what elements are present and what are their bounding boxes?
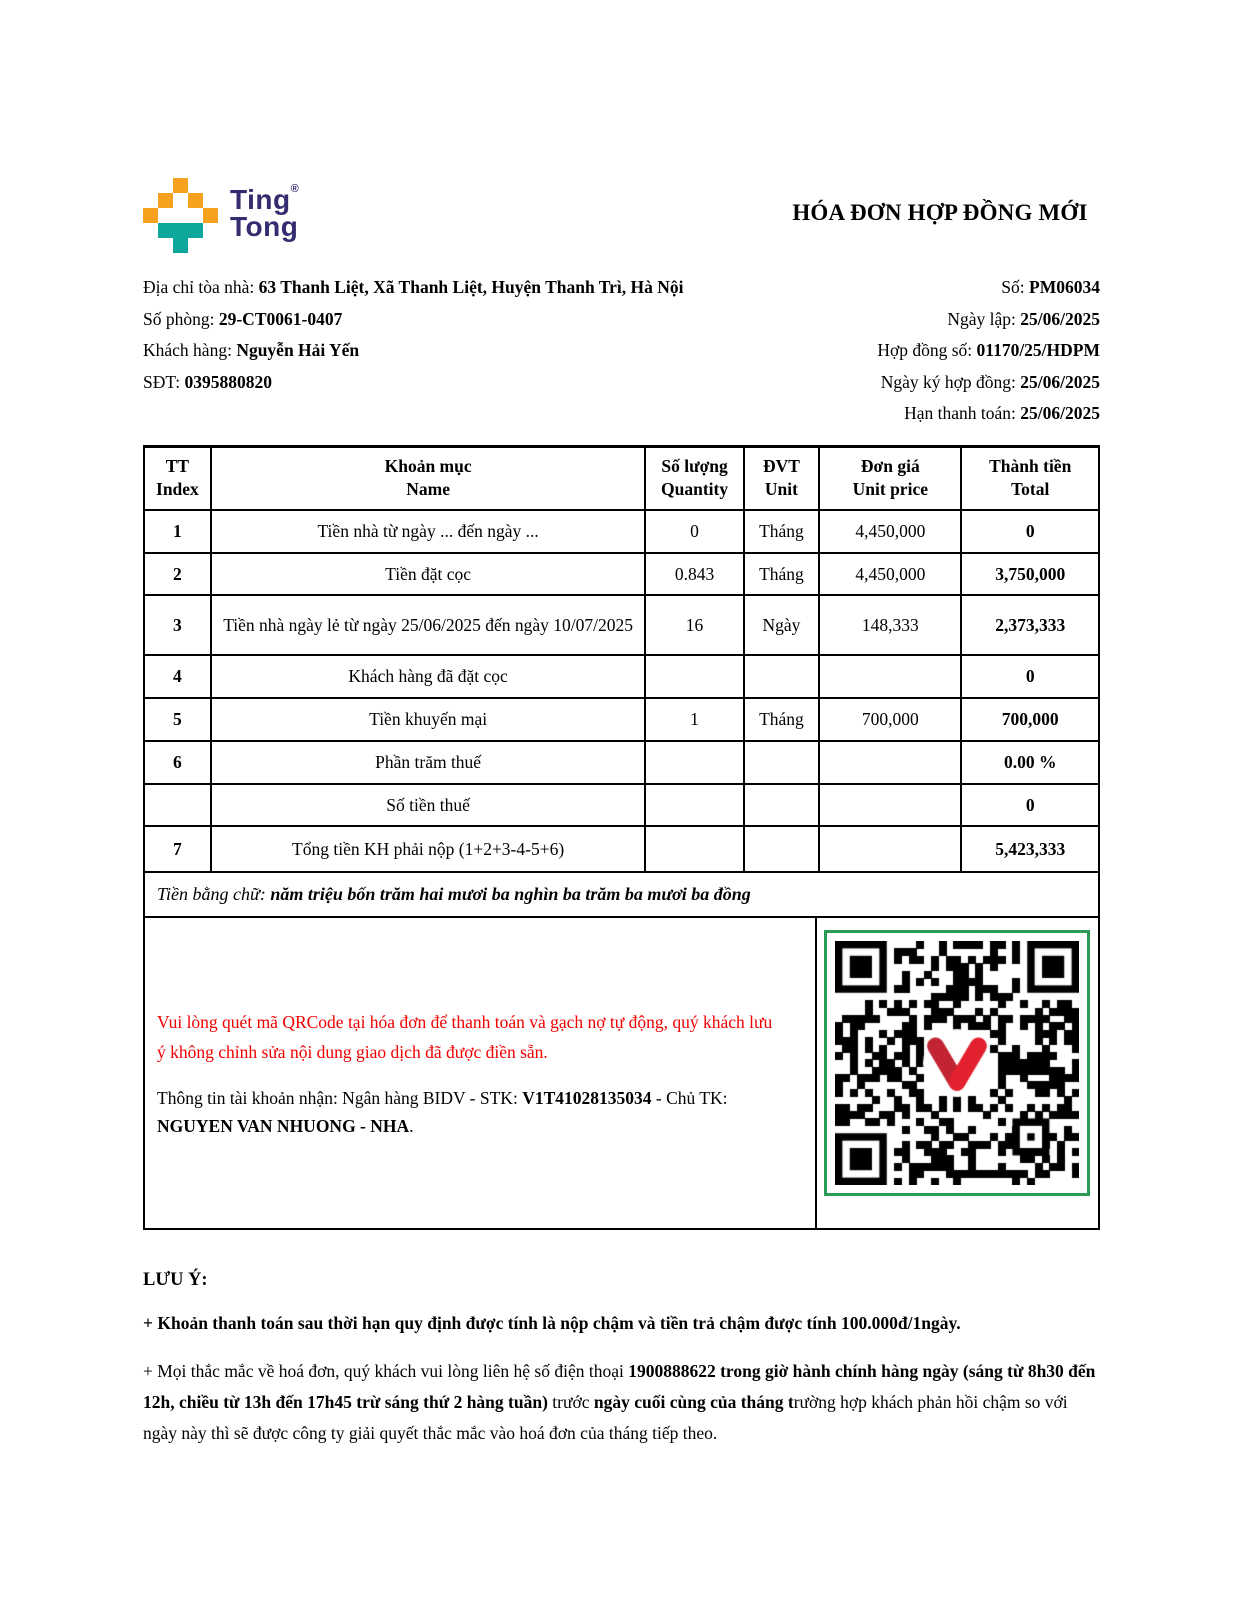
logo-teal-bar	[158, 223, 203, 238]
cell-unit: Ngày	[744, 595, 819, 655]
table-row	[144, 553, 1099, 596]
col-header-quantity: Số lượng Quantity	[645, 446, 743, 510]
cell-name: Khách hàng đã đặt cọc	[211, 655, 646, 698]
account-label: Thông tin tài khoản nhận: Ngân hàng BIDV - STK:	[157, 1087, 523, 1108]
invoice-number-line	[877, 272, 1100, 304]
invoice-table	[143, 445, 1100, 874]
contract-sign-date-line	[877, 367, 1100, 399]
amount-in-words	[143, 873, 1100, 918]
cell-index: 1	[144, 510, 211, 553]
qr-frame	[824, 930, 1090, 1196]
cell-unit: Tháng	[744, 698, 819, 741]
invoice-number-label: Số:	[1001, 277, 1030, 297]
cell-index	[144, 784, 211, 827]
cell-index: 5	[144, 698, 211, 741]
cell-index: 2	[144, 553, 211, 596]
due-date-value: 25/06/2025	[1020, 403, 1100, 423]
logo-square	[158, 193, 173, 208]
sign-date-label: Ngày ký hợp đồng:	[880, 371, 1021, 392]
account-holder-name: NGUYEN VAN NHUONG - NHA	[157, 1115, 410, 1136]
brand-logo	[143, 178, 299, 254]
header	[143, 178, 1100, 254]
contract-number-value: 01170/25/HDPM	[976, 340, 1100, 360]
wordmark-line2: Tong	[230, 211, 299, 243]
room-value: 29-CT0061-0407	[218, 308, 343, 329]
info-section	[143, 272, 1100, 430]
cell-unit	[744, 741, 819, 784]
cell-unit-price: 148,333	[819, 595, 961, 655]
tingtong-wordmark	[230, 178, 299, 241]
cell-name: Tiền nhà ngày lẻ từ ngày 25/06/2025 đến ngày 10/07/2025	[211, 595, 646, 655]
cell-total: 2,373,333	[961, 595, 1099, 655]
table-row	[144, 784, 1099, 827]
col-header-name: Khoản mục Name	[211, 446, 646, 510]
cell-quantity	[645, 741, 743, 784]
cell-unit-price: 4,450,000	[819, 553, 961, 596]
cell-index: 4	[144, 655, 211, 698]
cell-unit	[744, 655, 819, 698]
cell-quantity: 0	[645, 510, 743, 553]
customer-name-line	[143, 335, 718, 367]
logo-square	[188, 193, 203, 208]
cell-total: 0	[961, 510, 1099, 553]
contract-number-label: Hợp đồng số:	[877, 340, 977, 360]
payment-instructions	[145, 918, 817, 1228]
logo-square	[203, 208, 218, 223]
account-number: V1T41028135034	[522, 1087, 652, 1108]
issue-date-line	[877, 304, 1100, 336]
notes-section	[143, 1270, 1100, 1449]
cell-total: 700,000	[961, 698, 1099, 741]
due-date-line	[877, 398, 1100, 430]
wordmark-line1: Ting	[230, 184, 291, 215]
cell-name: Tiền nhà từ ngày ... đến ngày ...	[211, 510, 646, 553]
due-date-label: Hạn thanh toán:	[904, 403, 1021, 423]
table-row	[144, 826, 1099, 872]
cell-index: 6	[144, 741, 211, 784]
cell-unit-price	[819, 741, 961, 784]
cell-index: 7	[144, 826, 211, 872]
cell-quantity: 16	[645, 595, 743, 655]
cell-unit-price	[819, 826, 961, 872]
cell-total: 0	[961, 655, 1099, 698]
invoice-number-value: PM06034	[1029, 277, 1100, 297]
invoice-content	[143, 178, 1100, 1449]
address-value: 63 Thanh Liệt, Xã Thanh Liệt, Huyện Thanh Trì, Hà Nội	[258, 277, 684, 297]
room-label: Số phòng:	[143, 308, 219, 329]
qr-cell	[817, 918, 1098, 1228]
table-row	[144, 698, 1099, 741]
qr-warning-text: Vui lòng quét mã QRCode tại hóa đơn để thanh toán và gạch nợ tự động, quý khách lưu ý không chỉnh sửa nội dung giao dịch đã được điền sẵn.	[157, 1011, 773, 1063]
building-address-line	[143, 277, 683, 297]
cell-name: Tổng tiền KH phải nộp (1+2+3-4-5+6)	[211, 826, 646, 872]
registered-mark-icon: ®	[290, 183, 300, 195]
col-header-total: Thành tiền Total	[961, 446, 1099, 510]
cell-index: 3	[144, 595, 211, 655]
cell-unit-price	[819, 655, 961, 698]
amount-in-words-value: năm triệu bốn trăm hai mươi ba nghìn ba trăm ba mươi ba đồng	[270, 884, 751, 905]
phone-value: 0395880820	[184, 371, 272, 392]
table-row	[144, 741, 1099, 784]
cell-quantity: 0.843	[645, 553, 743, 596]
late-payment-note: + Khoản thanh toán sau thời hạn quy định được tính là nộp chậm và tiền trả chậm được tính 100.000đ/1ngày.	[143, 1313, 961, 1334]
cell-name: Số tiền thuế	[211, 784, 646, 827]
cell-total: 3,750,000	[961, 553, 1099, 596]
phone-label: SĐT:	[143, 371, 185, 392]
cell-unit-price: 4,450,000	[819, 510, 961, 553]
cell-total: 5,423,333	[961, 826, 1099, 872]
account-info: Thông tin tài khoản nhận: Ngân hàng BIDV - STK: V1T41028135034 - Chủ TK: NGUYEN VAN NHUONG - NHA.	[157, 1087, 728, 1136]
cell-unit: Tháng	[744, 510, 819, 553]
hotline-note: + Mọi thắc mắc về hoá đơn, quý khách vui lòng liên hệ số điện thoại 1900888622 trong giờ hành chính hàng ngày (sáng từ 8h30 đến 12h, chiều từ 13h đến 17h45 trừ sáng thứ 2 hàng tuần) trước ngày cuối cùng của tháng trường hợp khách phản hồi chậm so với ngày này thì sẽ được công ty giải quyết thắc mắc vào hoá đơn của tháng tiếp theo.	[143, 1360, 1096, 1443]
sign-date-value: 25/06/2025	[1020, 371, 1100, 392]
cell-name: Tiền khuyến mại	[211, 698, 646, 741]
cell-name: Tiền đặt cọc	[211, 553, 646, 596]
cell-total: 0.00 %	[961, 741, 1099, 784]
contract-number-line	[877, 335, 1100, 367]
invoice-meta	[877, 272, 1100, 430]
table-row	[144, 595, 1099, 655]
tingtong-pixel-arrow-icon	[143, 178, 218, 253]
cell-quantity	[645, 826, 743, 872]
cell-unit	[744, 826, 819, 872]
phone-line	[143, 367, 718, 399]
payment-section	[143, 918, 1100, 1230]
account-holder-label: - Chủ TK:	[651, 1087, 728, 1108]
cell-quantity	[645, 655, 743, 698]
cell-total: 0	[961, 784, 1099, 827]
cell-unit	[744, 784, 819, 827]
room-number-line	[143, 304, 718, 336]
col-header-unit-price: Đơn giá Unit price	[819, 446, 961, 510]
cell-unit-price	[819, 784, 961, 827]
document-title: HÓA ĐƠN HỢP ĐỒNG MỚI	[792, 200, 1088, 225]
table-header-row	[144, 446, 1099, 510]
col-header-unit: ĐVT Unit	[744, 446, 819, 510]
logo-square	[143, 208, 158, 223]
logo-teal-stem	[173, 238, 188, 253]
cell-unit-price: 700,000	[819, 698, 961, 741]
qr-code-image	[835, 941, 1079, 1185]
issue-date-value: 25/06/2025	[1020, 308, 1100, 329]
logo-square	[173, 178, 188, 193]
cell-quantity	[645, 784, 743, 827]
table-row	[144, 510, 1099, 553]
issue-date-label: Ngày lập:	[947, 308, 1021, 329]
col-header-index: TT Index	[144, 446, 211, 510]
customer-info	[143, 272, 718, 430]
table-row	[144, 655, 1099, 698]
cell-name: Phần trăm thuế	[211, 741, 646, 784]
amount-in-words-label: Tiền bằng chữ:	[157, 884, 271, 905]
cell-unit: Tháng	[744, 553, 819, 596]
customer-value: Nguyễn Hải Yến	[236, 340, 360, 360]
customer-label: Khách hàng:	[143, 340, 237, 360]
address-label: Địa chỉ tòa nhà:	[143, 277, 259, 297]
notes-heading: LƯU Ý:	[143, 1270, 208, 1291]
cell-quantity: 1	[645, 698, 743, 741]
